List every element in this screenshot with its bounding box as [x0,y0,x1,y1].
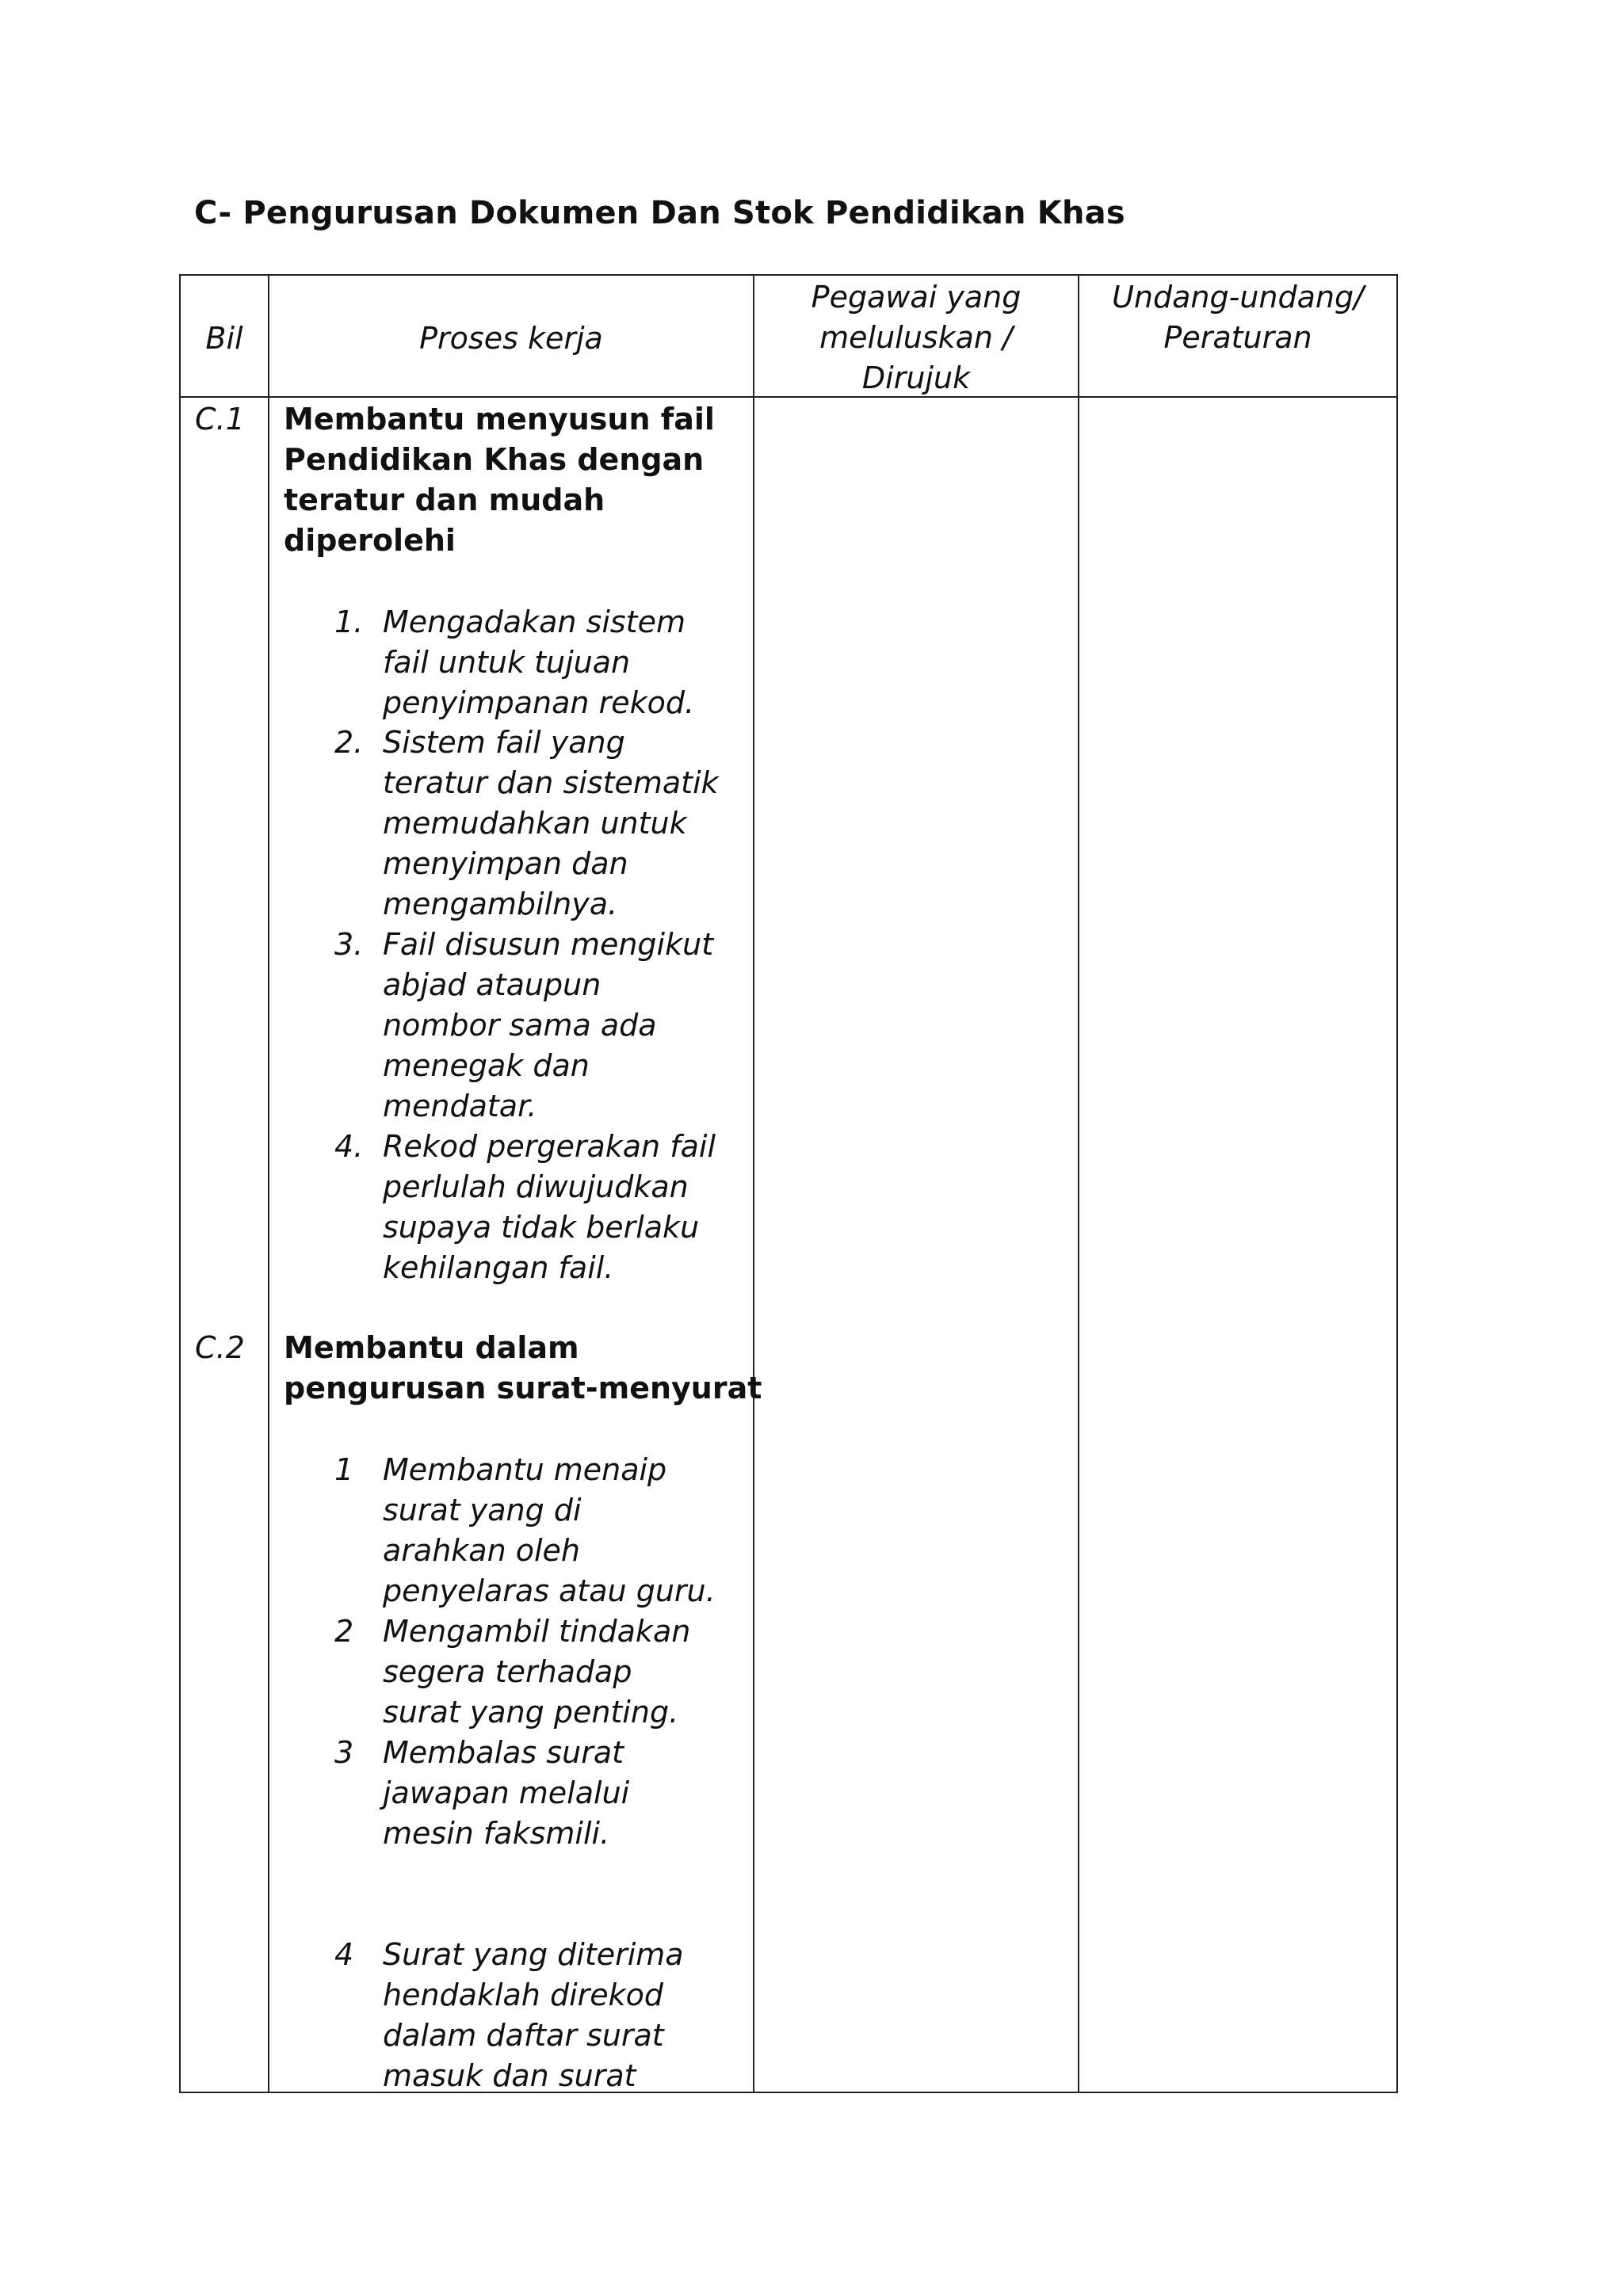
page-heading: C- Pengurusan Dokumen Dan Stok Pendidikan Khas [194,195,1125,231]
list-item: Fail disusun mengikut abjad ataupun nombor sama ada menegak dan mendatar. [383,927,714,1123]
list-item-number: 4. [334,1129,364,1164]
header-undang-line: Peraturan [1163,320,1312,355]
list-item-number: 2. [334,725,364,760]
title-line: pengurusan surat-menyurat [284,1371,762,1405]
bil-c1: C.1 [195,402,245,437]
title-line: diperolehi [284,523,456,558]
header-pegawai-line: meluluskan / [819,320,1013,355]
list-item-number: 2 [334,1614,354,1649]
section-title-c1 [284,399,715,561]
header-undang-line: Undang-undang/ [1112,280,1364,315]
title-line: Membantu menyusun fail [284,402,715,437]
list-item: Mengadakan sistem fail untuk tujuan penyimpanan rekod. [383,605,695,720]
header-pegawai-line: Dirujuk [861,360,971,395]
proses-cell [269,397,762,2093]
header-bil-label: Bil [205,321,243,356]
list-item-number: 3. [334,927,364,962]
list-item: Mengambil tindakan segera terhadap surat yang penting. [383,1614,691,1730]
section-title-c2 [284,1328,762,1409]
title-line: teratur dan mudah [284,482,605,517]
pegawai-cell [754,397,1079,2092]
list-item-number: 1 [334,1452,354,1487]
header-pegawai-line: Pegawai yang [811,280,1022,315]
bil-c2: C.2 [195,1330,245,1365]
list-item: Sistem fail yang teratur dan sistematik memudahkan untuk menyimpan dan mengambilnya. [383,725,719,921]
list-item: Rekod pergerakan fail perlulah diwujudkan supaya tidak berlaku kehilangan fail. [383,1129,716,1285]
list-item-number: 3 [334,1735,354,1770]
header-pegawai [754,275,1079,397]
list-item: Membalas surat jawapan melalui mesin faksmili. [383,1735,630,1851]
header-proses [269,275,754,397]
list-item: Surat yang diterima hendaklah direkod dalam daftar surat masuk dan surat [383,1937,684,2093]
bil-cell [180,397,269,2092]
table-body-row [180,397,1397,2092]
process-table [179,274,1398,2093]
list-item-number: 1. [334,605,364,639]
header-undang [1079,275,1397,397]
title-line: Membantu dalam [284,1330,579,1365]
table-header-row [180,275,1397,397]
undang-cell [1079,397,1397,2092]
list-item: Membantu menaip surat yang di arahkan oleh penyelaras atau guru. [383,1452,716,1608]
header-bil [180,275,269,397]
title-line: Pendidikan Khas dengan [284,442,705,477]
list-item-number: 4 [334,1937,354,1972]
header-proses-label: Proses kerja [419,321,603,356]
